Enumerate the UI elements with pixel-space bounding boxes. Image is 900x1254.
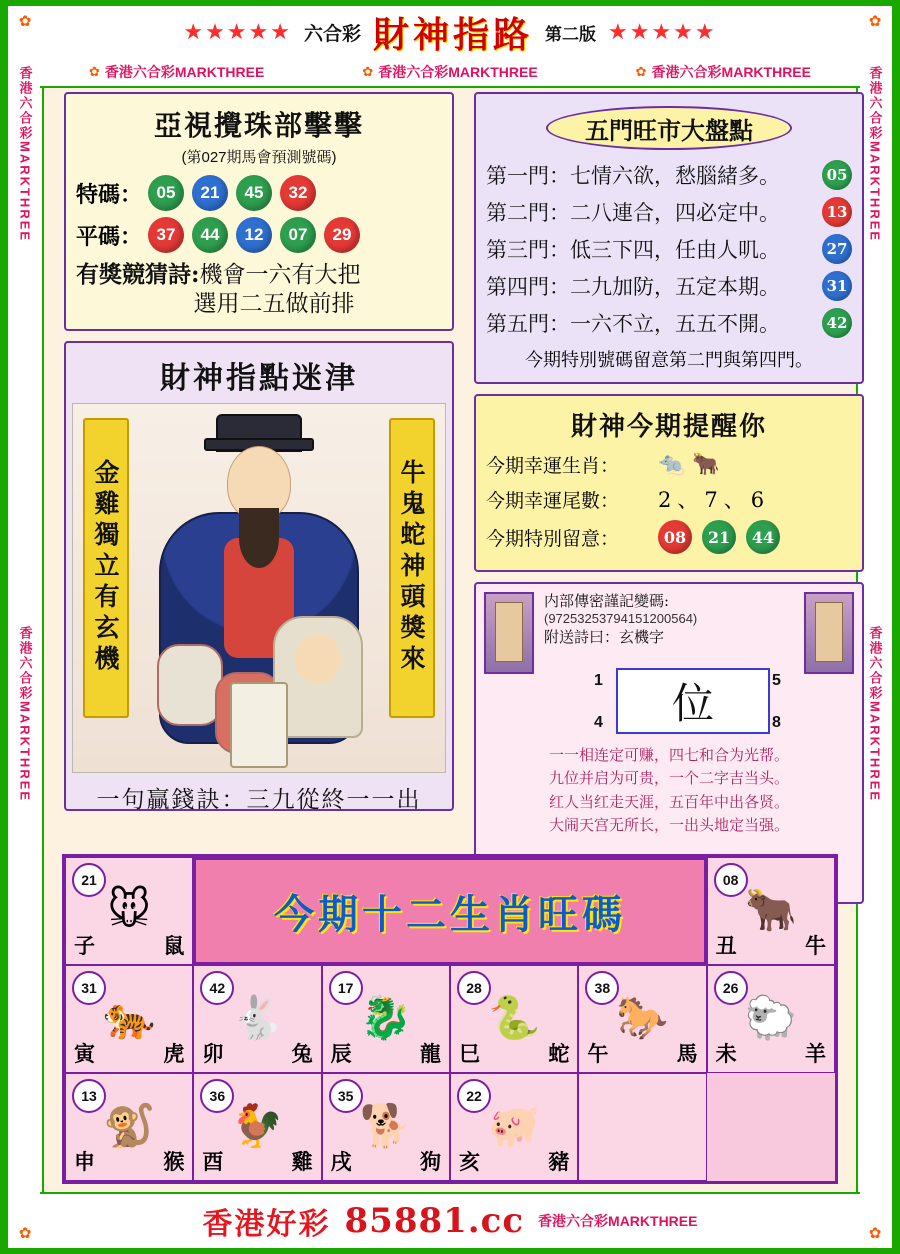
- scroll-prop: [230, 682, 288, 768]
- left-column: [64, 92, 454, 811]
- footer-site-url: 85881.cc: [344, 1201, 525, 1241]
- gate-text: 第二門：二八連合，四必定中。: [486, 201, 780, 225]
- flower-icon: ✿: [868, 13, 882, 30]
- marquee-text: 香港六合彩MARKTHREE: [104, 64, 265, 80]
- five-gates-panel: [474, 92, 864, 384]
- prediction-panel: [64, 92, 454, 331]
- corner-number-bottom-left: 4: [594, 714, 603, 731]
- special-attention-balls: [658, 520, 780, 554]
- wealth-god-footer: 一句贏錢訣：三九從終一一出: [96, 786, 422, 813]
- footer-marquee: 香港六合彩MARKTHREE: [538, 1213, 698, 1229]
- special-attention-row: [486, 520, 852, 554]
- zodiac-cell-dog[interactable]: [322, 1073, 450, 1181]
- lucky-zodiac-label: 今期幸運生肖：: [486, 455, 620, 477]
- flower-icon: ✿: [18, 13, 32, 30]
- lucky-tail-values: 2、7、6: [658, 488, 771, 512]
- lottery-ball: 29: [324, 217, 360, 253]
- five-gates-note: 今期特別號碼留意第二門與第四門。: [525, 350, 813, 371]
- couplet-right: 牛鬼蛇神頭獎來: [389, 418, 435, 718]
- gate-text: 第一門：七情六欲，愁腦緒多。: [486, 164, 780, 188]
- verse-line: 九位并启为可贵，一个二字吉当头。: [548, 769, 789, 788]
- zodiac-number: 08: [714, 863, 748, 897]
- zodiac-cell-dragon[interactable]: [322, 965, 450, 1073]
- zodiac-branch: 卯: [202, 1041, 224, 1066]
- page-footer: [40, 1192, 860, 1248]
- special-code-row: [76, 175, 442, 211]
- gate-ball: 27: [822, 234, 852, 264]
- snake-icon: 🐍: [488, 994, 541, 1042]
- zodiac-branch: 未: [715, 1041, 737, 1066]
- zodiac-number: 36: [200, 1079, 234, 1113]
- prediction-subtitle: (第027期馬會預測號碼): [181, 149, 337, 166]
- normal-code-row: [76, 217, 442, 253]
- lucky-zodiac-row: [486, 451, 852, 478]
- gate-ball: 31: [822, 271, 852, 301]
- zodiac-animal: 虎: [163, 1041, 185, 1066]
- marquee-text: 香港六合彩MARKTHREE: [378, 64, 538, 80]
- left-border-text-bottom: 香港六合彩MARKTHREE: [17, 626, 33, 803]
- couplet-left: 金雞獨立有玄機: [83, 418, 129, 718]
- horse-icon: 🐎: [616, 994, 669, 1042]
- rooster-icon: 🐓: [231, 1102, 284, 1150]
- zodiac-number: 21: [72, 863, 106, 897]
- zodiac-branch: 子: [74, 933, 95, 958]
- lottery-ball: 12: [236, 217, 272, 253]
- zodiac-branch: 午: [587, 1041, 609, 1066]
- verse-line: 一一相连定可赚，四七和合为光帮。: [548, 746, 789, 764]
- verse-line: 红人当红走天涯，五百年中出各贤。: [548, 792, 789, 811]
- zodiac-animal: 蛇: [548, 1041, 570, 1066]
- gate-row: [486, 271, 852, 301]
- flower-icon: ✿: [88, 64, 100, 79]
- zodiac-number: 26: [714, 971, 748, 1005]
- zodiac-cell-pig[interactable]: [450, 1073, 578, 1181]
- zodiac-animal: 狗: [419, 1149, 441, 1174]
- dog-icon: 🐕: [359, 1102, 412, 1150]
- prize-poem-line2: 選用二五做前排: [193, 290, 355, 317]
- reminder-title: 財神今期提醒你: [570, 412, 767, 442]
- zodiac-branch: 辰: [330, 1041, 352, 1066]
- gate-text: 第三門：低三下四，任由人叽。: [486, 238, 780, 262]
- lottery-ball: 44: [746, 520, 780, 554]
- verse-line: 大闹天宫无所长，一出头地定当强。: [548, 815, 789, 834]
- rat-icon: 🐭: [107, 886, 152, 934]
- wealth-god-panel: [64, 341, 454, 811]
- page-title: 財神指路: [373, 13, 534, 56]
- edition-label: 第二版: [545, 24, 597, 44]
- zodiac-number: 38: [585, 971, 619, 1005]
- zodiac-cell-rabbit[interactable]: [193, 965, 321, 1073]
- zodiac-cell-tiger[interactable]: [65, 965, 193, 1073]
- zodiac-icons: 🐀 🐂: [658, 452, 720, 477]
- wealth-god-title: 財神指點迷津: [160, 360, 358, 396]
- lottery-ball: 21: [192, 175, 228, 211]
- mystery-word-box: [616, 668, 770, 734]
- zodiac-cell-rat[interactable]: [65, 857, 193, 965]
- lottery-ball: 32: [280, 175, 316, 211]
- zodiac-cell-ox[interactable]: [707, 857, 835, 965]
- zodiac-branch: 寅: [74, 1041, 95, 1066]
- left-border-text-top: 香港六合彩MARKTHREE: [17, 66, 33, 243]
- zodiac-cell-snake[interactable]: [450, 965, 578, 1073]
- marquee-row: [40, 58, 860, 88]
- five-gates-title: 五門旺市大盤點: [546, 106, 792, 150]
- secret-subtitle: 附送詩曰：玄機字: [544, 628, 665, 646]
- gate-ball: 05: [822, 160, 852, 190]
- zodiac-animal: 兔: [291, 1041, 313, 1066]
- mystery-word: 位: [671, 679, 714, 728]
- flower-icon: ✿: [635, 64, 647, 79]
- wealth-god-illustration: [72, 403, 446, 773]
- zodiac-branch: 酉: [202, 1149, 224, 1174]
- flower-icon: ✿: [362, 64, 374, 79]
- corner-number-top-right: 5: [772, 672, 781, 689]
- zodiac-branch: 丑: [715, 933, 737, 958]
- stars-left: ★★★★★: [183, 19, 292, 44]
- monkey-icon: 🐒: [103, 1102, 156, 1150]
- zodiac-animal: 牛: [804, 933, 826, 958]
- right-border-text-top: 香港六合彩MARKTHREE: [867, 66, 883, 243]
- gate-row: [486, 197, 852, 227]
- lucky-tail-row: [486, 484, 852, 514]
- stars-right: ★★★★★: [608, 19, 717, 44]
- zodiac-number: 17: [329, 971, 363, 1005]
- zodiac-animal: 雞: [291, 1149, 313, 1174]
- lottery-ball: 07: [280, 217, 316, 253]
- deity-figure: [151, 408, 367, 772]
- zodiac-cell-rooster[interactable]: [193, 1073, 321, 1181]
- normal-ball-list: [148, 217, 360, 253]
- zodiac-cell-monkey[interactable]: [65, 1073, 193, 1181]
- rabbit-icon: 🐇: [231, 994, 284, 1042]
- zodiac-number: 31: [72, 971, 106, 1005]
- header-subtitle: 六合彩: [303, 22, 361, 45]
- door-god-right-image: [804, 592, 854, 674]
- zodiac-animal: 猴: [163, 1149, 185, 1174]
- normal-code-label: 平碼：: [76, 223, 143, 250]
- door-god-left-image: [484, 592, 534, 674]
- lottery-ball: 08: [658, 520, 692, 554]
- flower-icon: ✿: [18, 1225, 32, 1242]
- zodiac-animal: 馬: [676, 1041, 698, 1066]
- dragon-icon: 🐉: [359, 994, 412, 1042]
- gate-text: 第五門：一六不立，五五不開。: [486, 312, 780, 336]
- zodiac-animal: 豬: [548, 1149, 570, 1174]
- goat-icon: 🐑: [744, 994, 797, 1042]
- deity-beard: [239, 508, 279, 568]
- prize-poem: [76, 261, 442, 319]
- zodiac-cell-empty: [578, 1073, 706, 1181]
- zodiac-branch: 申: [74, 1149, 95, 1174]
- zodiac-number: 28: [457, 971, 491, 1005]
- secret-heading: 内部傳密謹記變碼:: [544, 592, 670, 610]
- lottery-ball: 44: [192, 217, 228, 253]
- lottery-ball: 45: [236, 175, 272, 211]
- left-border-strip: [6, 6, 44, 1248]
- pig-icon: 🐖: [488, 1102, 541, 1150]
- special-code-label: 特碼：: [76, 181, 143, 208]
- zodiac-branch: 戌: [330, 1149, 352, 1174]
- zodiac-animal: 羊: [804, 1041, 826, 1066]
- zodiac-table: [62, 854, 838, 1184]
- gate-ball: 42: [822, 308, 852, 338]
- zodiac-number: 22: [457, 1079, 491, 1113]
- child-figure: [157, 644, 223, 726]
- right-border-text-bottom: 香港六合彩MARKTHREE: [867, 626, 883, 803]
- zodiac-animal: 龍: [419, 1041, 441, 1066]
- tiger-icon: 🐅: [103, 994, 156, 1042]
- gate-row: [486, 308, 852, 338]
- gate-row: [486, 234, 852, 264]
- reminder-panel: [474, 394, 864, 572]
- corner-number-bottom-right: 8: [772, 714, 781, 731]
- zodiac-branch: 巳: [458, 1041, 480, 1066]
- special-attention-label: 今期特別留意：: [486, 527, 620, 550]
- marquee-text: 香港六合彩MARKTHREE: [651, 64, 811, 80]
- gate-text: 第四門：二九加防，五定本期。: [486, 275, 780, 299]
- zodiac-banner-text: 今期十二生肖旺碼: [273, 890, 626, 938]
- zodiac-animal: 鼠: [163, 933, 185, 958]
- right-column: [474, 92, 864, 904]
- page-header: [40, 6, 860, 60]
- ox-icon: 🐂: [744, 886, 797, 934]
- lottery-ball: 37: [148, 217, 184, 253]
- lottery-ball: 21: [702, 520, 736, 554]
- lottery-ball: 05: [148, 175, 184, 211]
- lucky-tail-label: 今期幸運尾數：: [486, 489, 620, 512]
- zodiac-number: 35: [329, 1079, 363, 1113]
- special-ball-list: [148, 175, 316, 211]
- prize-poem-line1: 機會一六有大把: [199, 262, 361, 288]
- zodiac-banner: [193, 857, 706, 965]
- footer-brand: 香港好彩: [202, 1207, 331, 1242]
- corner-number-top-left: 1: [594, 672, 603, 689]
- secret-verses: [476, 744, 862, 837]
- flower-icon: ✿: [868, 1225, 882, 1242]
- zodiac-cell-horse[interactable]: [578, 965, 706, 1073]
- zodiac-number: 42: [200, 971, 234, 1005]
- gate-row: [486, 160, 852, 190]
- zodiac-cell-goat[interactable]: [707, 965, 835, 1073]
- prediction-title: 亞視攪珠部擊擊: [153, 109, 364, 142]
- zodiac-branch: 亥: [458, 1149, 480, 1174]
- secret-code-number: (97253253794151200564): [544, 611, 698, 626]
- gate-ball: 13: [822, 197, 852, 227]
- zodiac-number: 13: [72, 1079, 106, 1113]
- prize-poem-label: 有獎競猜詩:: [76, 261, 200, 288]
